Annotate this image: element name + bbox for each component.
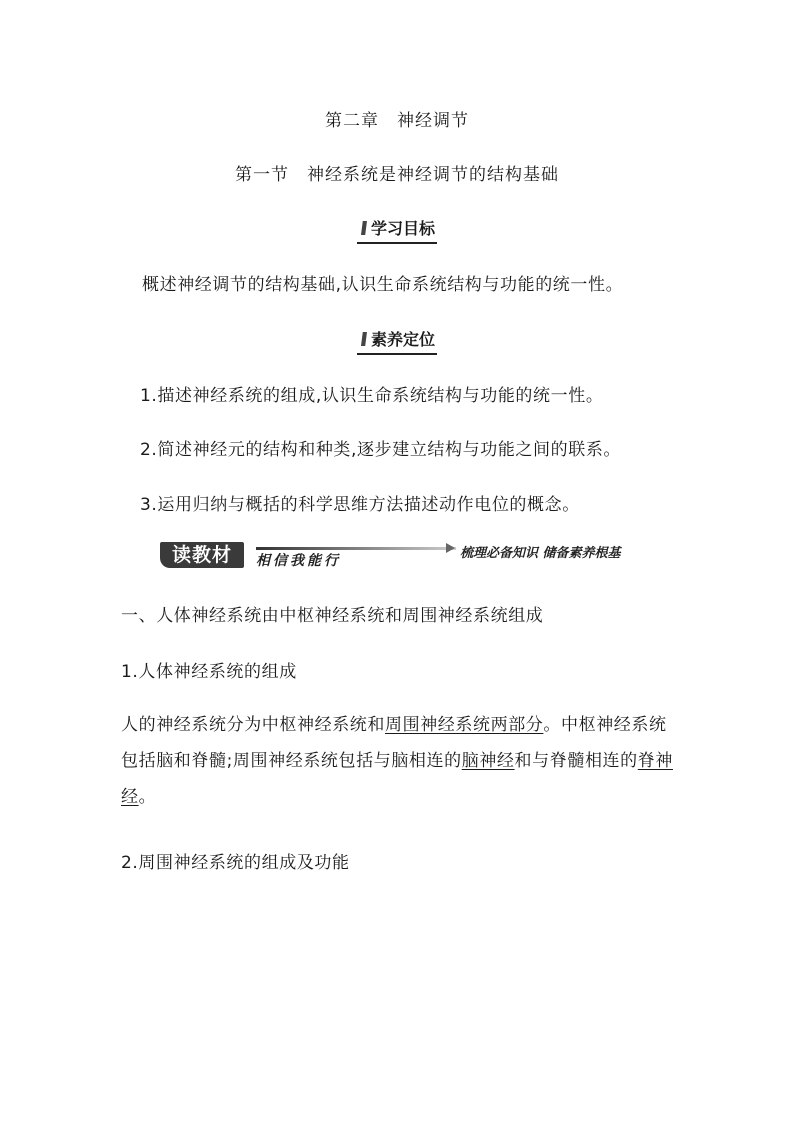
para-text: 。 [138,787,157,807]
arrow-right-icon [446,543,455,553]
content-subheading: 1.人体神经系统的组成 [121,662,297,682]
para-underline: 脊神经 [121,751,673,807]
banner-subtitle: 相信我能行 [256,553,341,569]
para-text: 人的神经系统分为中枢神经系统和 [121,715,385,735]
objectives-heading-label: 学习目标 [370,219,435,238]
banner-right-text: 梳理必备知识 储备素养根基 [460,546,621,561]
objective-text: 概述神经调节的结构基础,认识生命系统结构与功能的统一性。 [142,275,624,295]
literacy-item: 3.运用归纳与概括的科学思维方法描述动作电位的概念。 [140,495,580,515]
content-paragraph [121,707,681,815]
banner-tag: 读教材 [160,542,244,568]
literacy-item: 2.简述神经元的结构和种类,逐步建立结构与功能之间的联系。 [140,440,622,460]
literacy-heading-wrap [0,327,794,355]
objectives-heading-wrap [0,216,794,244]
section-title: 第一节 神经系统是神经调节的结构基础 [235,165,559,185]
read-textbook-banner [160,542,640,576]
pencil-mark-icon [361,332,367,346]
content-heading: 一、人体神经系统由中枢神经系统和周围神经系统组成 [121,606,544,626]
literacy-heading-label: 素养定位 [370,330,435,349]
pencil-mark-icon [361,221,367,235]
literacy-heading [357,327,437,355]
para-text: 。中枢神经系统包括脑和脊髓;周围神经系统包括与脑相连的 [121,715,667,771]
para-text: 和与脊髓相连的 [514,751,638,771]
para-underline: 脑神经 [461,751,515,771]
objectives-heading [357,216,437,244]
chapter-title: 第二章 神经调节 [325,111,469,131]
content-subheading: 2.周围神经系统的组成及功能 [121,853,350,873]
para-underline: 周围神经系统两部分 [385,715,544,735]
literacy-item: 1.描述神经系统的组成,认识生命系统结构与功能的统一性。 [140,386,604,406]
